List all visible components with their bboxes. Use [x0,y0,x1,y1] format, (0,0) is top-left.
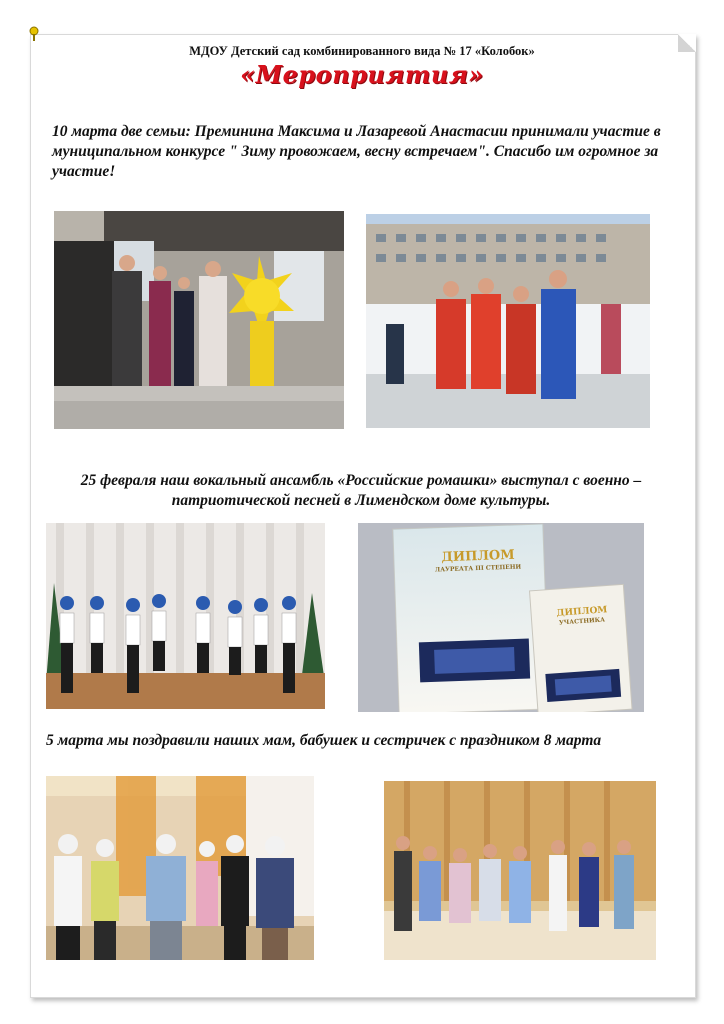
section-caption-3: 5 марта мы поздравили наших мам, бабушек и сестричек с праздником 8 марта [46,732,602,749]
diploma-small-title: ДИПЛОМ [556,605,608,619]
diploma-large-subtitle: ЛАУРЕАТА III СТЕПЕНИ [434,563,522,574]
pin-icon [28,26,40,42]
photo-vocal-ensemble [46,523,325,709]
photo-mothers-day-performance-1 [46,776,314,960]
section-caption-2: 25 февраля наш вокальный ансамбль «Российские ромашки» выступал с военно – патриотической песней в Лимендском доме культуры. [80,472,642,509]
photo-families-with-sun-mascot [54,211,344,429]
page-title: «Мероприятия» [240,60,484,89]
photo-mothers-day-performance-2 [384,781,656,960]
organization-header: МДОУ Детский сад комбинированного вида № 17 «Колобок» [189,44,535,58]
photo-diplomas [358,523,644,712]
diploma-large-title: ДИПЛОМ [441,547,515,566]
diploma-small-subtitle: УЧАСТНИКА [558,616,606,627]
photo-outdoor-sack-race [366,214,650,428]
section-caption-1: 10 марта две семьи: Преминина Максима и Лазаревой Анастасии принимали участие в муниципальном конкурсе " Зиму провожаем, весну встречаем". Спасибо им огромное за участие! [52,123,661,180]
